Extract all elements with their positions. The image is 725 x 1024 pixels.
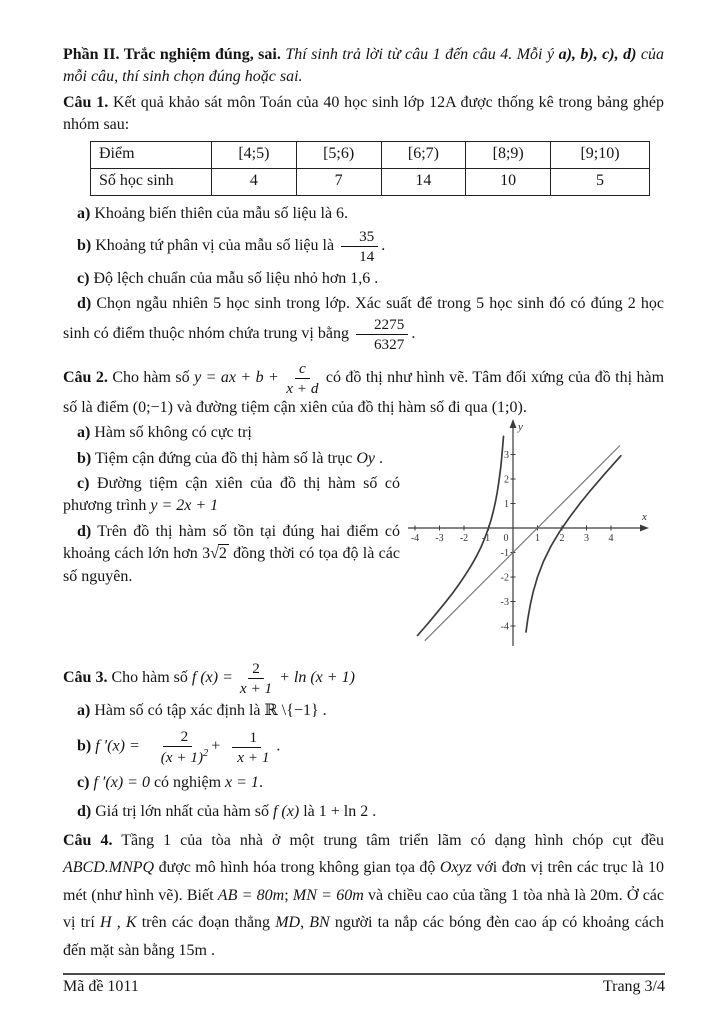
q3-formula-end: + ln (x + 1)	[275, 668, 355, 686]
q4-math-abcd: ABCD.MNPQ	[63, 859, 155, 877]
q1-a-label: a)	[77, 204, 91, 222]
part2-instruction: Thí sinh trả lời từ câu 1 đến câu 4. Mỗi ý	[280, 46, 559, 63]
q1-b-period: .	[381, 237, 386, 255]
q1-b-text: Khoảng tứ phân vị của mẫu số liệu là	[91, 237, 339, 255]
denominator-exponent: 2	[203, 748, 209, 760]
q3-a-text: Hàm số có tập xác định là ℝ \{−1} .	[90, 701, 327, 719]
page-number: Trang 3/4	[602, 978, 665, 995]
fraction-numerator: 2	[248, 660, 264, 679]
q3-item-c	[63, 772, 664, 794]
q2-item-d	[63, 521, 400, 588]
curve-right-branch	[526, 456, 621, 632]
q2-intro2: có đồ thị như hình vẽ. Tâm đối xứng của đồ thị hàm số là điểm (0;−1) và đường tiệm cận xiên của đồ thị hàm số đi qua (1;0).	[63, 368, 665, 416]
q3-item-d	[63, 801, 664, 823]
svg-text:3: 3	[504, 450, 509, 462]
q4-text-7: ,	[300, 914, 310, 932]
q3-formula-lhs: f (x) =	[191, 668, 237, 686]
q3-heading	[63, 660, 664, 697]
q2-body	[63, 422, 664, 655]
q2-b-math: Oy	[356, 449, 375, 467]
q3-item-a	[63, 700, 664, 722]
q1-c-text: Độ lệch chuẩn của mẫu số liệu nhỏ hơn 1,6 .	[89, 269, 379, 287]
page-footer	[63, 973, 665, 996]
origin-label: 0	[503, 533, 509, 545]
fraction-numerator: 2275	[356, 316, 408, 335]
fraction-numerator: 35	[341, 228, 378, 247]
q2-formula-lhs: y = ax + b +	[194, 368, 284, 386]
svg-text:-4: -4	[500, 621, 509, 633]
q4-math-md: MD	[275, 914, 301, 932]
fraction-denominator	[147, 747, 208, 766]
q1-heading	[63, 92, 664, 137]
q3-label: Câu 3.	[63, 668, 108, 686]
q2-item-a	[63, 422, 400, 444]
fraction-denominator: x + d	[286, 379, 319, 397]
svg-text:-1: -1	[481, 533, 491, 545]
q1-item-d	[63, 293, 664, 352]
q1-item-b	[63, 228, 664, 265]
q3-d-period: .	[368, 802, 377, 820]
part2-heading	[63, 44, 664, 89]
q2-d-text: Trên đồ thị hàm số tồn tại đúng hai điểm có khoảng cách lớn hơn	[63, 522, 400, 563]
q2-b-text: Tiệm cận đứng của đồ thị hàm số là trục	[91, 449, 357, 467]
q3-c-label: c)	[77, 774, 90, 792]
table-cell-interval: [9;10)	[551, 141, 650, 168]
q3-d-label: d)	[77, 802, 92, 820]
q4-math-oxyz: Oxyz	[439, 859, 472, 877]
page-content	[63, 44, 664, 967]
q3-intro: Cho hàm số	[107, 668, 192, 686]
radical-sign: √	[210, 545, 219, 563]
q3-b-lhs: f ′(x) =	[95, 737, 144, 755]
q1-d-label: d)	[77, 295, 92, 313]
q2-c-math: y = 2x + 1	[150, 497, 219, 515]
fraction-2-x1	[240, 660, 272, 697]
svg-text:-2: -2	[500, 572, 509, 584]
fraction-numerator: 2	[163, 728, 193, 747]
q4-math-hk: H , K	[100, 914, 137, 932]
table-cell-count: 14	[381, 168, 466, 195]
q1-intro-text: Kết quả khảo sát môn Toán của 40 học sinh lớp 12A được thống kê trong bảng ghép nhóm sau:	[63, 93, 664, 134]
denominator-base: (x + 1)	[160, 749, 204, 767]
x-axis-label: x	[642, 511, 647, 524]
q1-item-c	[63, 268, 664, 290]
q2-label: Câu 2.	[63, 368, 108, 386]
sqrt-expression	[202, 545, 229, 562]
q4-math-bn: BN	[309, 914, 330, 932]
q1-d-text: Chọn ngẫu nhiên 5 học sinh trong lớp. Xác suất để trong 5 học sinh đó có đúng 2 học sinh có điểm thuộc nhóm chứa trung vị bằng	[63, 295, 664, 342]
fraction-c-xd	[286, 360, 318, 397]
q4-text-6: trên các đoạn thẳng	[136, 914, 276, 932]
svg-text:1: 1	[535, 533, 540, 545]
svg-text:1: 1	[504, 499, 509, 511]
q2-item-c	[63, 473, 400, 518]
q2-statements	[63, 422, 406, 591]
table-cell-count: 5	[551, 168, 650, 195]
svg-text:2: 2	[559, 533, 565, 545]
q4-paragraph	[63, 827, 664, 965]
q1-c-label: c)	[77, 269, 90, 287]
table-header-students: Số học sinh	[91, 168, 212, 195]
q3-d-math: f (x)	[272, 802, 300, 820]
q3-c-math2: x = 1	[225, 774, 259, 792]
q2-d-label: d)	[77, 522, 92, 540]
q4-text-2: được mô hình hóa trong không gian tọa độ	[154, 859, 440, 877]
q1-a-text: Khoảng biến thiên của mẫu số liệu là 6.	[90, 204, 349, 222]
table-cell-interval: [4;5)	[212, 141, 297, 168]
fraction-2275-6327	[356, 316, 408, 353]
x-axis-arrow	[640, 525, 649, 532]
q1-frequency-table	[90, 141, 650, 196]
fraction-denominator: x + 1	[237, 748, 270, 766]
fraction-denominator: 14	[359, 247, 375, 265]
x-tick-labels	[411, 533, 614, 544]
part2-option-letters: a), b), c), d)	[558, 46, 637, 63]
q3-b-period: .	[272, 737, 281, 755]
table-cell-interval: [6;7)	[381, 141, 466, 168]
q4-text-4: ;	[284, 886, 293, 904]
q4-math-ab: AB = 80m	[217, 886, 285, 904]
q3-c-math1: f ′(x) = 0	[89, 774, 150, 792]
q4-math-mn: MN = 60m	[292, 886, 364, 904]
q1-d-period: .	[411, 324, 416, 342]
q4-text-1: Tầng 1 của tòa nhà ở một trung tâm triển lãm có dạng hình chóp cụt đều	[112, 831, 664, 849]
table-cell-count: 10	[466, 168, 551, 195]
fraction-denominator: 6327	[373, 335, 405, 353]
q2-function-graph	[406, 418, 664, 655]
q3-d-mid: là	[299, 802, 319, 820]
part2-title: Phần II. Trắc nghiệm đúng, sai.	[63, 46, 281, 63]
q3-b-label: b)	[77, 737, 92, 755]
svg-text:-3: -3	[435, 533, 444, 545]
q3-d-text: Giá trị lớn nhất của hàm số	[91, 802, 273, 820]
q1-b-label: b)	[77, 237, 92, 255]
q1-label: Câu 1.	[63, 93, 109, 111]
q4-text-5: và chiều cao của tầng 1 tòa nhà là 20m. Ở các vị trí	[63, 886, 664, 932]
graph-svg	[406, 418, 664, 648]
table-header-score: Điểm	[91, 141, 212, 168]
q2-item-b	[63, 448, 400, 470]
q2-a-label: a)	[77, 424, 91, 442]
svg-text:-4: -4	[410, 533, 420, 545]
q4-label: Câu 4.	[63, 831, 113, 849]
fraction-2-x1sq	[147, 728, 208, 766]
q2-c-label: c)	[77, 475, 90, 492]
q2-heading	[63, 360, 664, 419]
sqrt-coefficient: 3	[202, 545, 211, 563]
fraction-1-x1	[223, 729, 269, 766]
q2-b-period: .	[374, 449, 383, 467]
radicand: 2	[218, 545, 227, 563]
svg-text:-2: -2	[459, 533, 469, 545]
table-cell-count: 7	[296, 168, 381, 195]
q3-c-text: có nghiệm	[149, 774, 226, 792]
plus-sign: +	[211, 737, 221, 755]
fraction-denominator: x + 1	[239, 679, 273, 697]
q2-d-text-end: đồng thời có tọa độ là các số nguyên.	[63, 545, 400, 585]
svg-text:4: 4	[608, 533, 614, 545]
fraction-numerator: 1	[232, 729, 262, 748]
q1-item-a	[63, 203, 664, 225]
table-row-intervals	[91, 141, 650, 168]
exam-code: Mã đề 1011	[63, 978, 139, 995]
svg-text:-3: -3	[500, 597, 509, 609]
svg-text:2: 2	[504, 474, 509, 486]
table-row-counts	[91, 168, 650, 195]
q4-text-8: người ta nắp các bóng đèn cao áp có khoảng cách đến mặt sàn bằng 15m .	[63, 914, 664, 959]
q2-intro1: Cho hàm số	[107, 368, 195, 386]
y-axis-label: y	[518, 421, 523, 434]
q3-c-period: .	[258, 774, 263, 792]
svg-text:-1: -1	[500, 548, 509, 560]
table-cell-interval: [8;9)	[466, 141, 551, 168]
svg-text:3: 3	[584, 533, 589, 545]
table-cell-interval: [5;6)	[296, 141, 381, 168]
table-cell-count: 4	[212, 168, 297, 195]
q3-a-label: a)	[77, 701, 91, 719]
q2-b-label: b)	[77, 449, 92, 467]
q3-d-value: 1 + ln 2	[318, 802, 369, 820]
q2-c-text: Đường tiệm cận xiên của đồ thị hàm số có phương trình	[63, 475, 400, 515]
fraction-35-14	[341, 228, 378, 265]
q3-item-b	[63, 728, 664, 766]
part2-instruction-end: của mỗi câu, thí sinh chọn đúng hoặc sai.	[63, 46, 665, 86]
fraction-numerator: c	[295, 360, 310, 379]
q2-a-text: Hàm số không có cực trị	[90, 424, 252, 442]
slant-asymptote-line	[425, 446, 620, 641]
q4-text-3: với đơn vị trên các trục là 10 mét (như hình vẽ). Biết	[63, 859, 665, 904]
y-axis-arrow	[510, 419, 517, 428]
